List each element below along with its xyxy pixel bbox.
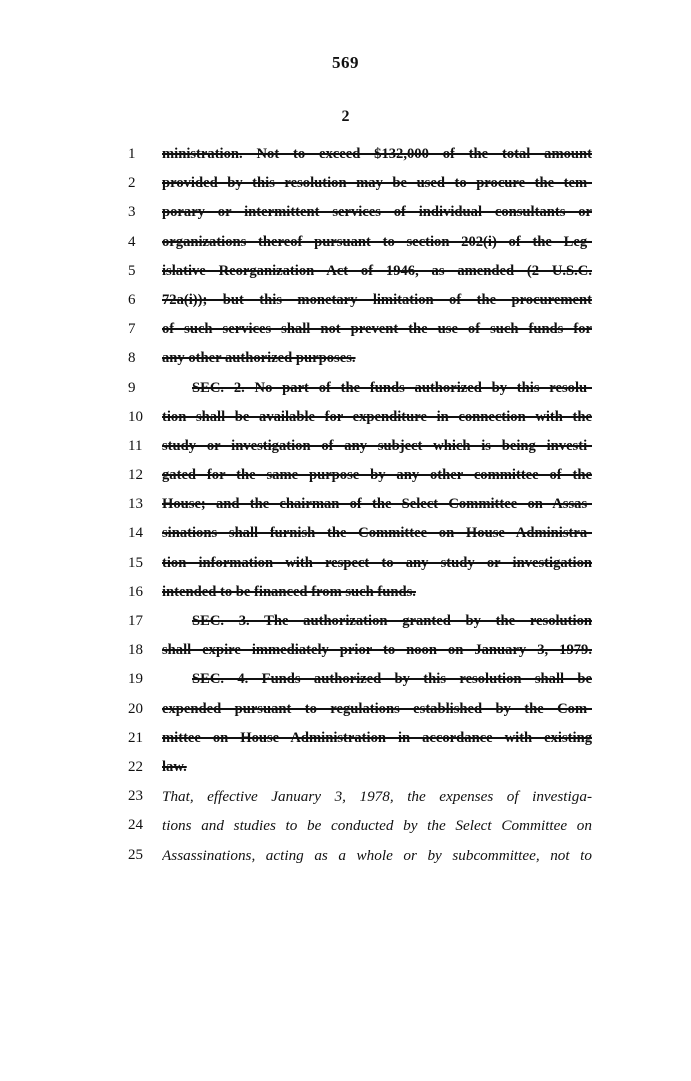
line-number: 19 [128,671,143,688]
line-text: islative Reorganization Act of 1946, as amended (2 U.S.C. [162,262,592,279]
line-number: 12 [128,467,143,484]
line-number: 21 [128,729,143,746]
line-text: provided by this resolution may be used to procure the tem- [162,175,592,192]
line-number: 23 [128,788,143,805]
line-text: SEC. 4. Funds authorized by this resolution shall be [192,671,592,688]
document-line [0,403,691,432]
document-line [0,286,691,315]
document-line [0,695,691,724]
document-line [0,753,691,782]
document-line [0,578,691,607]
line-number: 10 [128,408,143,425]
document-line [0,607,691,636]
document-line [0,782,691,811]
line-number: 9 [128,379,136,396]
document-line [0,169,691,198]
line-number: 16 [128,583,143,600]
line-text: expended pursuant to regulations established by the Com- [162,700,592,717]
line-number: 5 [128,262,136,279]
line-text: tion shall be available for expenditure in connection with the [162,408,592,425]
line-text: House; and the chairman of the Select Committee on Assas- [162,496,592,513]
line-number: 14 [128,525,143,542]
document-line [0,461,691,490]
document-line [0,811,691,840]
document-line [0,665,691,694]
document-line [0,344,691,373]
line-text: sinations shall furnish the Committee on House Administra- [162,525,592,542]
line-number: 13 [128,496,143,513]
line-text: shall expire immediately prior to noon on January 3, 1979. [162,642,592,659]
document-line [0,519,691,548]
line-number: 20 [128,700,143,717]
line-text: law. [162,758,187,775]
document-line [0,490,691,519]
document-line [0,374,691,403]
line-number: 18 [128,642,143,659]
line-text: any other authorized purposes. [162,350,356,367]
page-number: 569 [332,53,359,72]
line-number: 1 [128,146,136,162]
line-number: 3 [128,204,136,221]
line-number: 15 [128,554,143,571]
document-line [0,228,691,257]
line-text: gated for the same purpose by any other committee of the [162,467,592,484]
line-text: of such services shall not prevent the use of such funds for [162,321,592,338]
sub-page-number: 2 [341,108,350,125]
document-line [0,724,691,753]
document-line [0,841,691,870]
line-text: That, effective January 3, 1978, the expenses of investiga- [162,788,592,806]
line-number: 22 [128,758,143,775]
line-text: intended to be financed from such funds. [162,583,416,600]
line-text: SEC. 3. The authorization granted by the resolution [192,613,592,629]
line-number: 17 [128,613,143,629]
document-line [0,315,691,344]
line-text: organizations thereof pursuant to section 202(i) of the Leg- [162,233,592,250]
line-number: 4 [128,233,136,250]
line-text: ministration. Not to exceed $132,000 of the total amount [162,146,592,162]
document-line [0,198,691,227]
line-text: Assassinations, acting as a whole or by subcommittee, not to [162,846,592,864]
line-number: 25 [128,846,143,863]
line-text: mittee on House Administration in accordance with existing [162,729,592,746]
line-number: 24 [128,817,143,834]
line-text: tion information with respect to any study or investigation [162,554,592,571]
document-body [0,140,691,870]
line-text: study or investigation of any subject which is being investi- [162,437,592,454]
document-line [0,432,691,461]
document-line [0,257,691,286]
line-number: 7 [128,321,136,338]
line-text: porary or intermittent services of individual consultants or [162,204,592,221]
line-number: 6 [128,291,136,308]
document-line [0,549,691,578]
line-number: 11 [128,437,143,454]
document-line [0,140,691,169]
line-text: tions and studies to be conducted by the Select Committee on [162,817,592,835]
document-line [0,636,691,665]
line-number: 8 [128,350,136,367]
line-text: SEC. 2. No part of the funds authorized by this resolu- [192,379,592,396]
line-text: 72a(i)); but this monetary limitation of the procurement [162,291,592,308]
line-number: 2 [128,175,136,192]
